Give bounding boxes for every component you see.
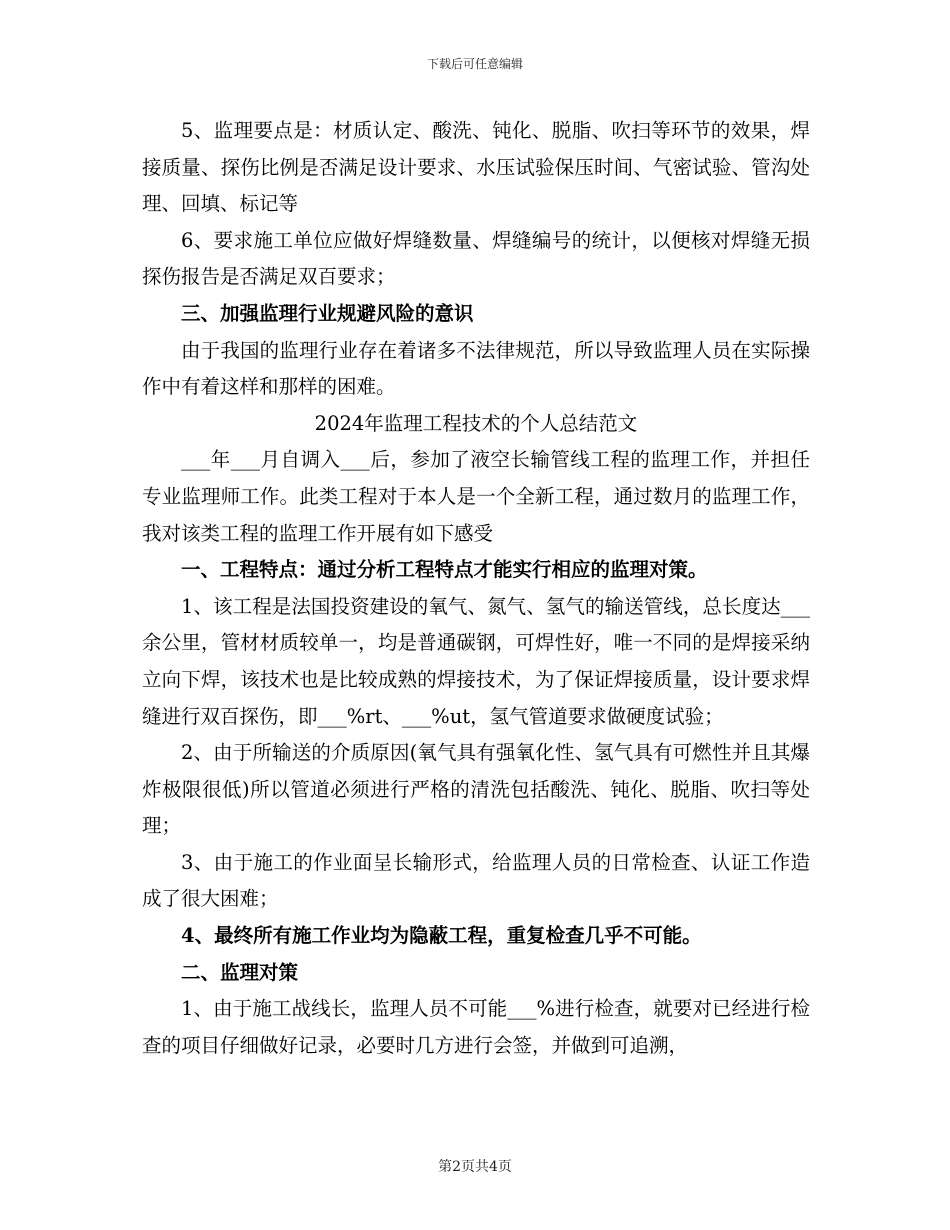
paragraph-feature-2: 2、由于所输送的介质原因(氧气具有强氧化性、氢气具有可燃性并且其爆炸极限很低)所以管道必须进行严格的清洗包括酸洗、钝化、脱脂、吹扫等处理； [142, 741, 810, 838]
section-heading-1: 一、工程特点：通过分析工程特点才能实行相应的监理对策。 [181, 558, 708, 582]
paragraph-feature-4: 4、最终所有施工作业均为隐蔽工程，重复检查几乎不可能。 [181, 924, 702, 948]
paragraph-item-6: 6、要求施工单位应做好焊缝数量、焊缝编号的统计，以便核对焊缝无损探伤报告是否满足双百要求； [142, 228, 810, 289]
section-heading-2: 二、监理对策 [181, 960, 299, 984]
paragraph-intro: ___年___月自调入___后，参加了液空长输管线工程的监理工作，并担任专业监理师工作。此类工程对于本人是一个全新工程，通过数月的监理工作，我对该类工程的监理工作开展有如下感受 [142, 448, 810, 545]
paragraph-countermeasure-1: 1、由于施工战线长，监理人员不可能___%进行检查，就要对已经进行检查的项目仔细做好记录，必要时几方进行会签，并做到可追溯， [142, 997, 810, 1057]
paragraph-risk-awareness: 由于我国的监理行业存在着诸多不法律规范，所以导致监理人员在实际操作中有着这样和那样的困难。 [142, 338, 810, 399]
page-footer: 第2页共4页 [438, 1159, 512, 1175]
page-header: 下载后可任意编辑 [426, 57, 523, 71]
section-heading-3: 三、加强监理行业规避风险的意识 [181, 301, 474, 325]
document-body [142, 113, 810, 1064]
paragraph-feature-3: 3、由于施工的作业面呈长输形式，给监理人员的日常检查、认证工作造成了很大困难； [142, 850, 810, 911]
paragraph-feature-1: 1、该工程是法国投资建设的氧气、氮气、氢气的输送管线，总长度达___余公里，管材材质较单一，均是普通碳钢，可焊性好，唯一不同的是焊接采纳立向下焊，该技术也是比较成熟的焊接技术，为了保证焊接质量，设计要求焊缝进行双百探伤，即___%rt、___%ut，氢气管道要求做硬度试验； [142, 594, 810, 728]
document-title: 2024年监理工程技术的个人总结范文 [314, 411, 638, 435]
paragraph-item-5: 5、监理要点是：材质认定、酸洗、钝化、脱脂、吹扫等环节的效果，焊接质量、探伤比例是否满足设计要求、水压试验保压时间、气密试验、管沟处理、回填、标记等 [142, 119, 810, 216]
